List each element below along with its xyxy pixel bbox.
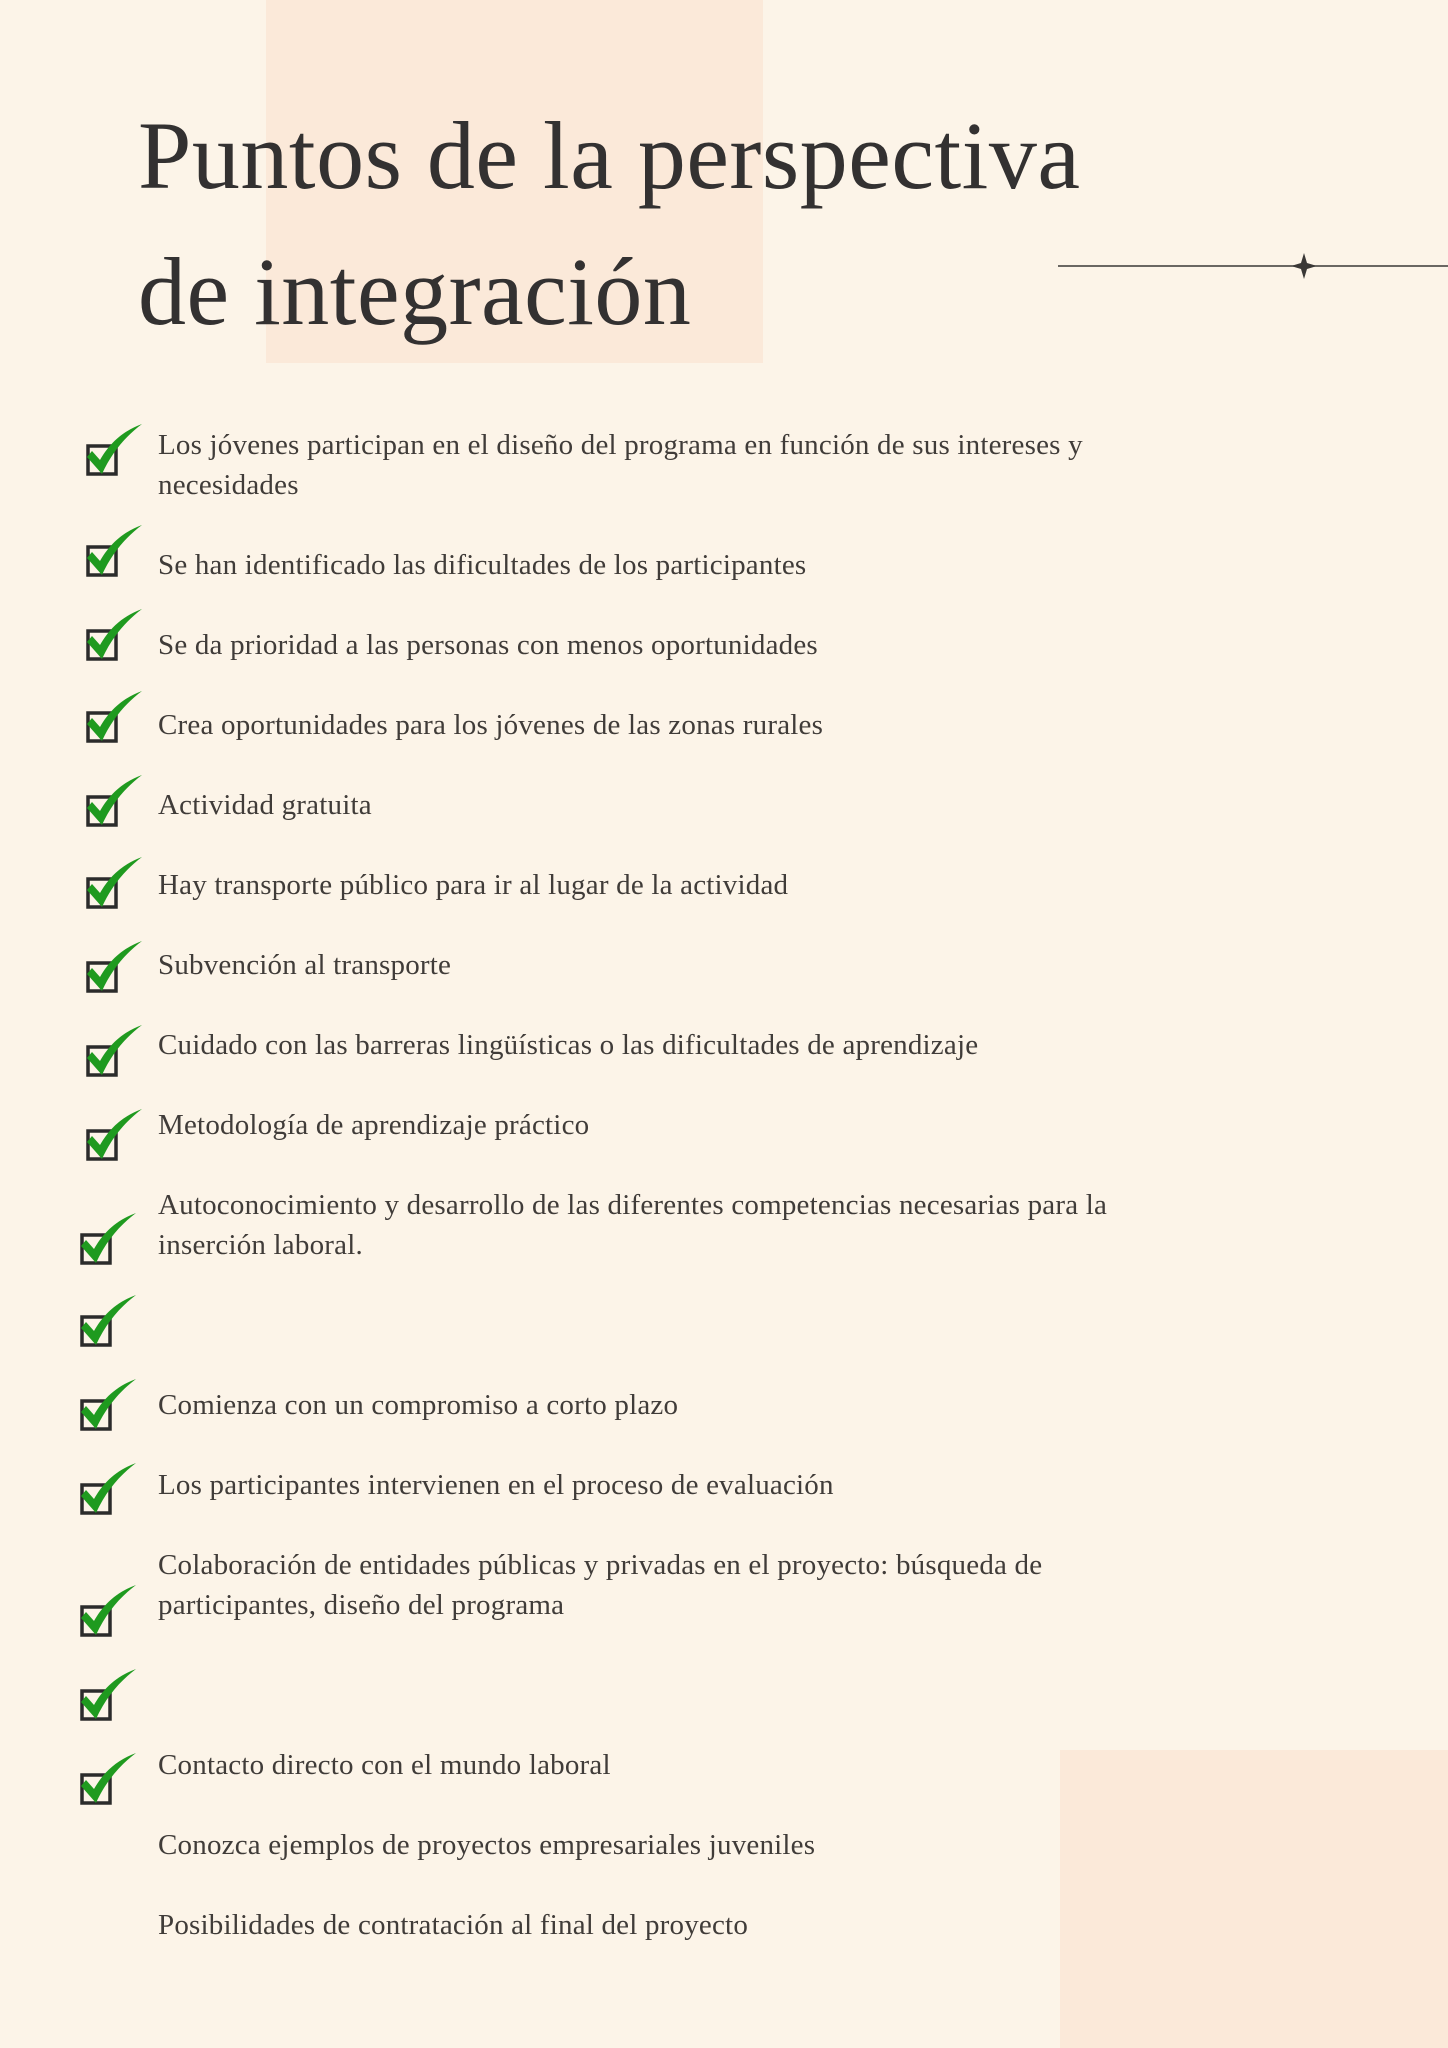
list-item — [76, 1745, 1196, 1825]
checkbox-checked-icon — [76, 1585, 142, 1647]
checkbox-checked-icon — [76, 1379, 142, 1441]
list-item-text: Crea oportunidades para los jóvenes de las zonas rurales — [158, 709, 824, 741]
sparkle-line-ornament-icon — [1058, 250, 1448, 282]
list-item — [76, 1025, 1196, 1105]
list-item-text: Hay transporte público para ir al lugar de la actividad — [158, 869, 789, 901]
checkbox-checked-icon — [76, 1463, 142, 1525]
list-item — [76, 1105, 1196, 1185]
list-item-text: Metodología de aprendizaje práctico — [158, 1109, 590, 1141]
list-item-text: Autoconocimiento y desarrollo de las diferentes competencias necesarias para la inserción laboral. — [158, 1189, 1108, 1261]
list-item — [76, 785, 1196, 865]
list-item-text: Cuidado con las barreras lingüísticas o las dificultades de aprendizaje — [158, 1029, 979, 1061]
page-title — [138, 88, 1338, 360]
list-item-text: Posibilidades de contratación al final del proyecto — [158, 1909, 749, 1941]
list-item — [76, 1185, 1196, 1265]
list-item — [76, 1385, 1196, 1465]
list-item-text: Conozca ejemplos de proyectos empresariales juveniles — [158, 1829, 816, 1861]
checkbox-checked-icon — [82, 941, 148, 1003]
checkbox-checked-icon — [76, 1295, 142, 1357]
list-item-text: Comienza con un compromiso a corto plazo — [158, 1389, 679, 1421]
checkbox-checked-icon — [76, 1753, 142, 1815]
list-item-text: Actividad gratuita — [158, 789, 372, 821]
list-item — [76, 705, 1196, 785]
page-title-line-2: de integración — [138, 238, 692, 345]
list-item — [76, 545, 1196, 625]
list-item — [76, 865, 1196, 945]
list-item — [76, 1545, 1196, 1625]
list-item-text: Los jóvenes participan en el diseño del programa en función de sus intereses y necesidades — [158, 429, 1083, 501]
list-item-text: Se han identificado las dificultades de los participantes — [158, 549, 807, 581]
checkbox-checked-icon — [82, 1109, 148, 1171]
list-item — [76, 625, 1196, 705]
list-item-text: Colaboración de entidades públicas y privadas en el proyecto: búsqueda de participantes, diseño del programa — [158, 1549, 1043, 1621]
list-item — [76, 425, 1196, 505]
list-item — [76, 1465, 1196, 1545]
checkbox-checked-icon — [82, 424, 148, 486]
list-item — [76, 945, 1196, 1025]
list-item — [76, 1825, 1196, 1905]
list-item-text: Los participantes intervienen en el proceso de evaluación — [158, 1469, 834, 1501]
checkbox-checked-icon — [76, 1213, 142, 1275]
checkbox-checked-icon — [82, 1025, 148, 1087]
checkbox-checked-icon — [82, 525, 148, 587]
checkbox-checked-icon — [82, 775, 148, 837]
checkbox-checked-icon — [82, 691, 148, 753]
list-item-text: Contacto directo con el mundo laboral — [158, 1749, 611, 1781]
list-item — [76, 1905, 1196, 1985]
checkbox-checked-icon — [82, 609, 148, 671]
page-title-line-1: Puntos de la perspectiva — [138, 102, 1081, 209]
checkbox-checked-icon — [76, 1669, 142, 1731]
checkbox-checked-icon — [82, 857, 148, 919]
list-item-text: Subvención al transporte — [158, 949, 452, 981]
list-item-text: Se da prioridad a las personas con menos oportunidades — [158, 629, 818, 661]
